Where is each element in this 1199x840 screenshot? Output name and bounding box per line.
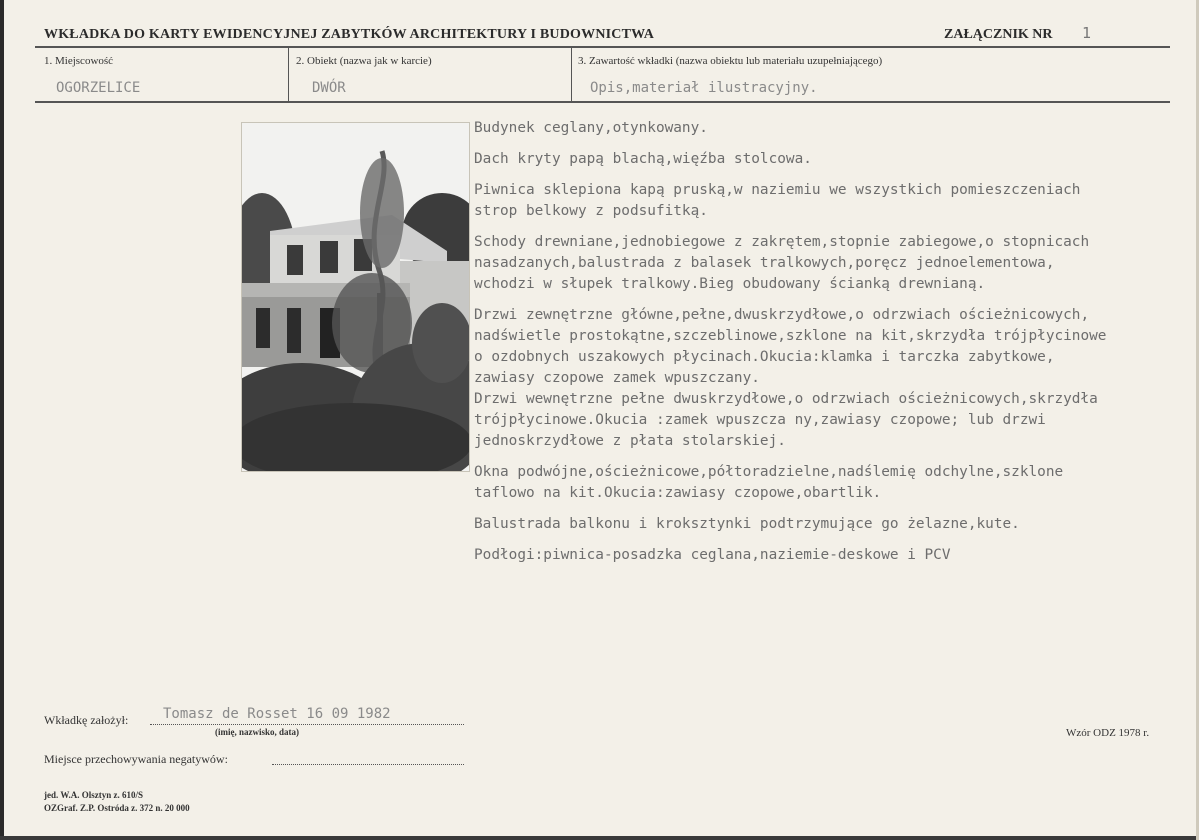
field-divider-2 bbox=[571, 48, 572, 102]
locality-value: OGORZELICE bbox=[56, 80, 141, 96]
negatives-label: Miejsce przechowywania negatywów: bbox=[44, 752, 228, 766]
contents-label: 3. Zawartość wkładki (nazwa obiektu lub materiału uzupełniającego) bbox=[578, 55, 883, 67]
desc-line: wchodzi w słupek tralkowy.Bieg obudowany ścianką drewnianą. bbox=[474, 276, 986, 292]
locality-label: 1. Miejscowość bbox=[44, 55, 114, 67]
desc-line: jednoskrzydłowe z płata stolarskiej. bbox=[474, 433, 786, 449]
desc-line: Schody drewniane,jednobiegowe z zakrętem,stopnie zabiegowe,o stopnicach bbox=[474, 234, 1090, 250]
desc-line: Okna podwójne,ościeżnicowe,półtoradzielne,nadślemię odchylne,szklone bbox=[474, 464, 1064, 480]
header-rule bbox=[35, 46, 1170, 48]
founded-line bbox=[150, 724, 464, 725]
negatives-line bbox=[272, 764, 464, 765]
desc-line: trójpłycinowe.Okucia :zamek wpuszcza ny,zawiasy czopowe; lub drzwi bbox=[474, 412, 1046, 428]
annex-label: ZAŁĄCZNIK NR bbox=[944, 27, 1053, 42]
desc-line: Podłogi:piwnica-posadzka ceglana,naziemie-deskowe i PCV bbox=[474, 547, 951, 563]
desc-line: taflowo na kit.Okucia:zawiasy czopowe,obartlik. bbox=[474, 485, 882, 501]
manor-house-photo bbox=[241, 122, 470, 472]
desc-line: Budynek ceglany,otynkowany. bbox=[474, 120, 708, 136]
desc-line: o ozdobnych uszakowych płycinach.Okucia:klamka i tarczka zabytkowe, bbox=[474, 349, 1055, 365]
desc-line: Piwnica sklepiona kapą pruską,w naziemiu we wszystkich pomieszczeniach bbox=[474, 182, 1081, 198]
object-value: DWÓR bbox=[312, 80, 346, 96]
desc-line: strop belkowy z podsufitką. bbox=[474, 203, 708, 219]
form-title: WKŁADKA DO KARTY EWIDENCYJNEJ ZABYTKÓW ARCHITEKTURY I BUDOWNICTWA bbox=[44, 27, 655, 42]
desc-line: Drzwi wewnętrzne pełne dwuskrzydłowe,o odrzwiach ościeżnicowych,skrzydła bbox=[474, 391, 1098, 407]
field-divider-1 bbox=[288, 48, 289, 102]
founded-hint: (imię, nazwisko, data) bbox=[215, 727, 299, 737]
print-info-1: jed. W.A. Olsztyn z. 610/S bbox=[44, 790, 144, 800]
desc-line: Dach kryty papą blachą,więźba stolcowa. bbox=[474, 151, 812, 167]
desc-line: nasadzanych,balustrada z balasek tralkowych,poręcz jednoelementowa, bbox=[474, 255, 1055, 271]
template-mark: Wzór ODZ 1978 r. bbox=[1066, 727, 1150, 739]
scan-edge-left bbox=[0, 0, 4, 840]
desc-line: Balustrada balkonu i kroksztynki podtrzymujące go żelazne,kute. bbox=[474, 516, 1020, 532]
annex-number: 1 bbox=[1082, 24, 1092, 42]
desc-line: zawiasy czopowe zamek wpuszczany. bbox=[474, 370, 760, 386]
founded-value: Tomasz de Rosset 16 09 1982 bbox=[163, 706, 391, 722]
print-info-2: OZGraf. Z.P. Ostróda z. 372 n. 20 000 bbox=[44, 803, 190, 813]
description-text bbox=[474, 118, 1190, 566]
object-label: 2. Obiekt (nazwa jak w karcie) bbox=[296, 55, 432, 67]
desc-line: Drzwi zewnętrzne główne,pełne,dwuskrzydłowe,o odrzwiach ościeżnicowych, bbox=[474, 307, 1090, 323]
photo-illustration bbox=[242, 123, 469, 471]
scan-edge-bottom bbox=[0, 836, 1199, 840]
contents-value: Opis,materiał ilustracyjny. bbox=[590, 80, 818, 96]
founded-label: Wkładkę założył: bbox=[44, 713, 129, 727]
desc-line: nadświetle prostokątne,szczeblinowe,szklone na kit,skrzydła trójpłycinowe bbox=[474, 328, 1107, 344]
fields-bottom-rule bbox=[35, 101, 1170, 103]
